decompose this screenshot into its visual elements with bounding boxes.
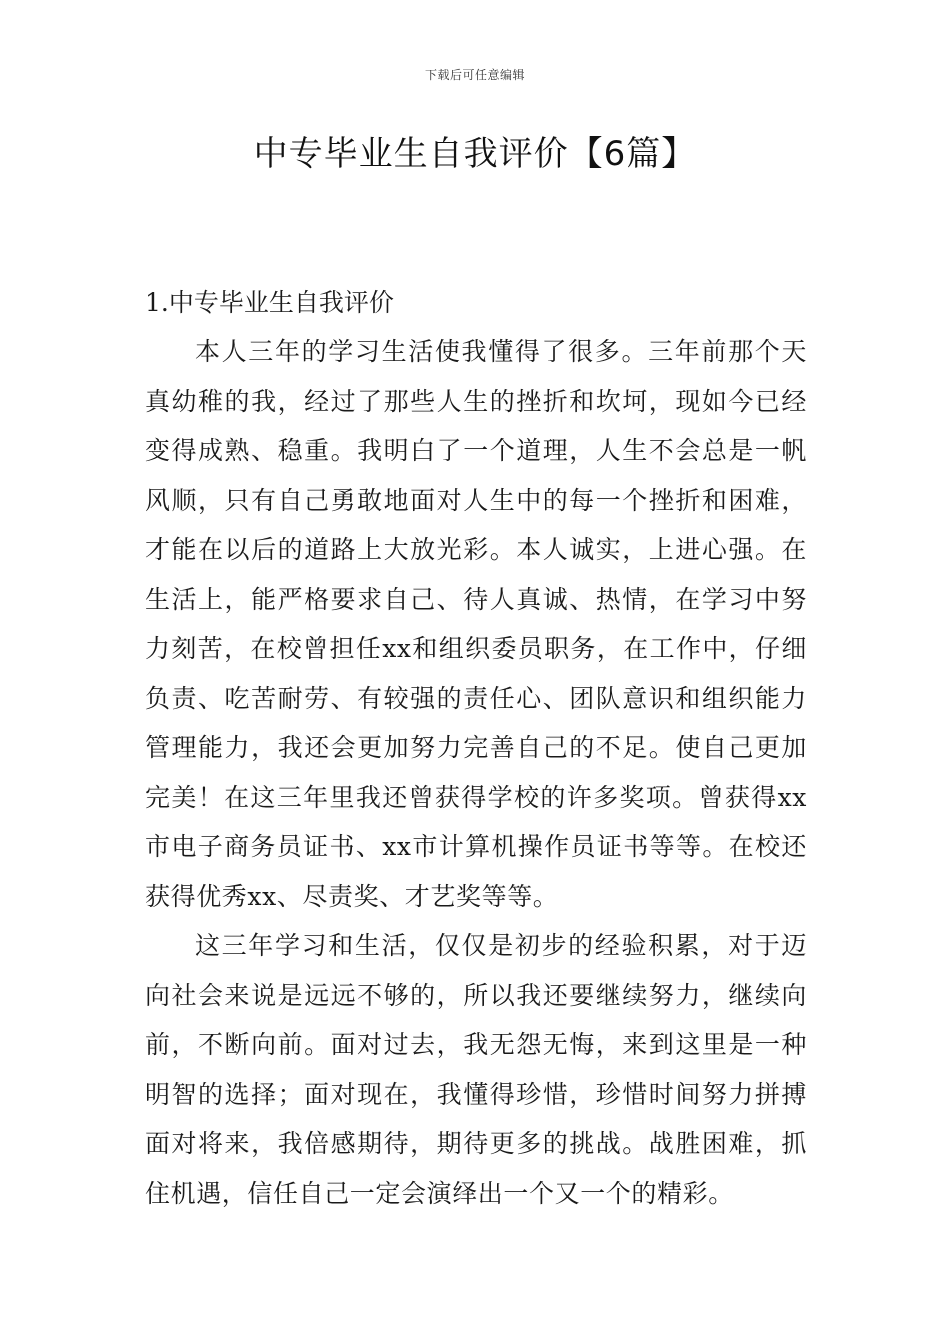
- paragraph-1: 本人三年的学习生活使我懂得了很多。三年前那个天真幼稚的我，经过了那些人生的挫折和坎坷，现如今已经变得成熟、稳重。我明白了一个道理，人生不会总是一帆风顺，只有自己勇敢地面对人生中的每一个挫折和困难，才能在以后的道路上大放光彩。本人诚实，上进心强。在生活上，能严格要求自己、待人真诚、热情，在学习中努力刻苦，在校曾担任xx和组织委员职务，在工作中，仔细负责、吃苦耐劳、有较强的责任心、团队意识和组织能力管理能力，我还会更加努力完善自己的不足。使自己更加完美！在这三年里我还曾获得学校的许多奖项。曾获得xx市电子商务员证书、xx市计算机操作员证书等等。在校还获得优秀xx、尽责奖、才艺奖等等。: [145, 337, 807, 911]
- header-note: 下载后可任意编辑: [424, 68, 525, 82]
- document-title: 中专毕业生自我评价【6篇】: [253, 134, 697, 174]
- paragraph-2: 这三年学习和生活，仅仅是初步的经验积累，对于迈向社会来说是远远不够的，所以我还要继续努力，继续向前，不断向前。面对过去，我无怨无悔，来到这里是一种明智的选择；面对现在，我懂得珍惜，珍惜时间努力拼搏面对将来，我倍感期待，期待更多的挑战。战胜困难，抓住机遇，信任自己一定会演绎出一个又一个的精彩。: [145, 931, 807, 1208]
- document-body: [145, 278, 807, 1218]
- section-heading: 1.中专毕业生自我评价: [145, 288, 394, 317]
